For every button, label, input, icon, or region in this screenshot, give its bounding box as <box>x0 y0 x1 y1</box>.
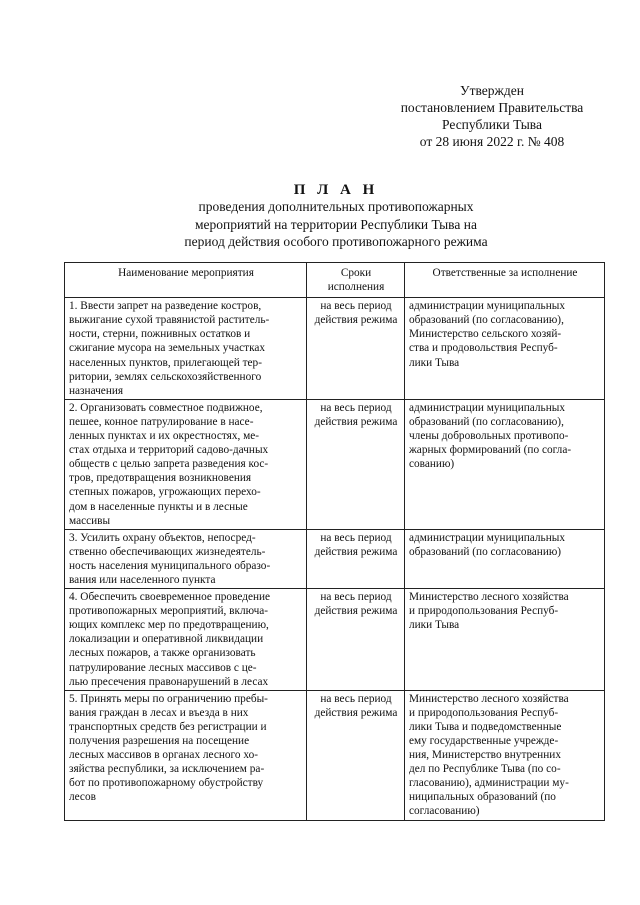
header-name: Наименование мероприятия <box>65 263 307 298</box>
row-measure-name <box>65 690 307 820</box>
cell-line: лики Тыва <box>409 619 460 632</box>
cell-line: сжигание мусора на земельных участках <box>69 342 266 355</box>
table-row <box>65 298 605 400</box>
row-measure-name <box>65 529 307 588</box>
cell-line: и природопользования Респуб- <box>409 706 559 719</box>
cell-line: выжигание сухой травянистой раститель- <box>69 314 270 327</box>
cell-line: ния, Министерство внутренних <box>409 749 561 762</box>
cell-line: тров, предотвращения возникновения <box>69 472 252 485</box>
cell-line: лесных массивов в органах лесного хо- <box>69 749 259 762</box>
cell-line: жарных формирований (по согла- <box>409 444 572 457</box>
cell-line: 3. Усилить охрану объектов, непосред- <box>69 531 256 544</box>
cell-line: вания или населенного пункта <box>69 573 216 586</box>
plan-title: П Л А Н <box>293 182 379 198</box>
cell-line: назначения <box>69 384 124 397</box>
cell-line: ющих комплекс мер по предотвращению, <box>69 619 269 632</box>
cell-line: на весь период <box>320 591 392 604</box>
row-responsible <box>405 529 605 588</box>
cell-line: на весь период <box>320 300 392 313</box>
cell-line: гласованию), администрации му- <box>409 777 569 790</box>
cell-line: ность населения муниципального образо- <box>69 559 271 572</box>
cell-line: степных пожаров, угрожающих перехо- <box>69 486 261 499</box>
cell-line: на весь период <box>320 692 392 705</box>
cell-line: и природопользования Респуб- <box>409 605 559 618</box>
row-measure-name <box>65 399 307 529</box>
cell-line: сованию) <box>409 458 455 471</box>
plan-subtitle-line: проведения дополнительных противопожарных <box>198 199 474 214</box>
cell-line: 2. Организовать совместное подвижное, <box>69 401 263 414</box>
row-term <box>307 529 405 588</box>
cell-line: ниципальных образований (по <box>409 791 556 804</box>
table-row <box>65 589 605 691</box>
cell-line: патрулирование лесных массивов с це- <box>69 661 257 674</box>
cell-line: Министерство лесного хозяйства <box>409 692 569 705</box>
cell-line: действия режима <box>314 605 398 618</box>
plan-subtitle <box>0 198 640 251</box>
cell-line: пешее, конное патрулирование в насе- <box>69 415 254 428</box>
cell-line: зяйства республики, за исключением ра- <box>69 763 265 776</box>
row-responsible <box>405 690 605 820</box>
cell-line: дел по Республике Тыва (по со- <box>409 763 561 776</box>
cell-line: на весь период <box>320 531 392 544</box>
approval-line: постановлением Правительства <box>400 100 584 115</box>
table-header-row <box>65 263 605 298</box>
cell-line: лики Тыва и подведомственные <box>409 720 562 733</box>
cell-line: ритории, землях сельскохозяйственного <box>69 370 262 383</box>
cell-line: действия режима <box>314 706 398 719</box>
cell-line: Министерство лесного хозяйства <box>409 591 569 604</box>
cell-line: противопожарных мероприятий, включа- <box>69 605 269 618</box>
cell-line: локализации и оперативной ликвидации <box>69 633 264 646</box>
cell-line: ственно обеспечивающих жизнедеятель- <box>69 545 266 558</box>
cell-line: ленных пунктах и их окрестностях, ме- <box>69 430 260 443</box>
cell-line: на весь период <box>320 401 392 414</box>
cell-line: образований (по согласованию), <box>409 314 564 327</box>
cell-line: лесов <box>69 791 96 804</box>
cell-line: лики Тыва <box>409 356 460 369</box>
header-term: Сроки исполнения <box>307 263 405 298</box>
cell-line: администрации муниципальных <box>409 531 565 544</box>
cell-line: согласованию) <box>409 805 480 818</box>
cell-line: стах отдыха и территорий садово-дачных <box>69 444 269 457</box>
cell-line: вания граждан в лесах и въезда в них <box>69 706 249 719</box>
approval-line: Утвержден <box>460 83 524 98</box>
cell-line: дом в населенные пункты и в лесные <box>69 500 248 513</box>
row-responsible <box>405 589 605 691</box>
cell-line: 4. Обеспечить своевременное проведение <box>69 591 271 604</box>
cell-line: бот по противопожарному обустройству <box>69 777 264 790</box>
cell-line: 5. Принять меры по ограничению пребы- <box>69 692 268 705</box>
cell-line: действия режима <box>314 314 398 327</box>
cell-line: транспортных средств без регистрации и <box>69 720 267 733</box>
cell-line: обществ с целью запрета разведения кос- <box>69 458 269 471</box>
table-row <box>65 529 605 588</box>
cell-line: члены добровольных противопо- <box>409 430 569 443</box>
cell-line: ности, стерни, пожнивных остатков и <box>69 328 251 341</box>
cell-line: населенных пунктов, прилегающей тер- <box>69 356 262 369</box>
cell-line: администрации муниципальных <box>409 401 565 414</box>
cell-line: действия режима <box>314 545 398 558</box>
plan-subtitle-line: мероприятий на территории Республики Тыва на <box>195 216 477 232</box>
cell-line: образований (по согласованию) <box>409 545 562 558</box>
cell-line: массивы <box>69 514 111 527</box>
cell-line: лью пресечения правонарушений в лесах <box>69 675 269 688</box>
row-term <box>307 589 405 691</box>
cell-line: ему государственные учрежде- <box>409 735 559 747</box>
cell-line: образований (по согласованию), <box>409 415 564 428</box>
plan-subtitle-line: период действия особого противопожарного режима <box>184 234 488 249</box>
cell-line: ства и продовольствия Респуб- <box>409 342 558 355</box>
cell-line: Министерство сельского хозяй- <box>409 328 562 341</box>
cell-line: 1. Ввести запрет на разведение костров, <box>69 300 262 313</box>
table-body <box>65 298 605 820</box>
row-term <box>307 399 405 529</box>
row-measure-name <box>65 589 307 691</box>
measures-table <box>64 262 605 821</box>
header-responsible: Ответственные за исполнение <box>405 263 605 298</box>
table-row <box>65 399 605 529</box>
row-term <box>307 298 405 400</box>
row-responsible <box>405 298 605 400</box>
cell-line: лесных пожаров, а также организовать <box>69 647 256 660</box>
approval-line: Республики Тыва <box>442 117 542 132</box>
table-row <box>65 690 605 820</box>
row-term <box>307 690 405 820</box>
row-responsible <box>405 399 605 529</box>
row-measure-name <box>65 298 307 400</box>
cell-line: действия режима <box>314 415 398 428</box>
approval-line: от 28 июня 2022 г. № 408 <box>419 134 565 149</box>
cell-line: получения разрешения на посещение <box>69 735 250 747</box>
approval-stamp <box>372 82 612 150</box>
cell-line: администрации муниципальных <box>409 300 565 313</box>
